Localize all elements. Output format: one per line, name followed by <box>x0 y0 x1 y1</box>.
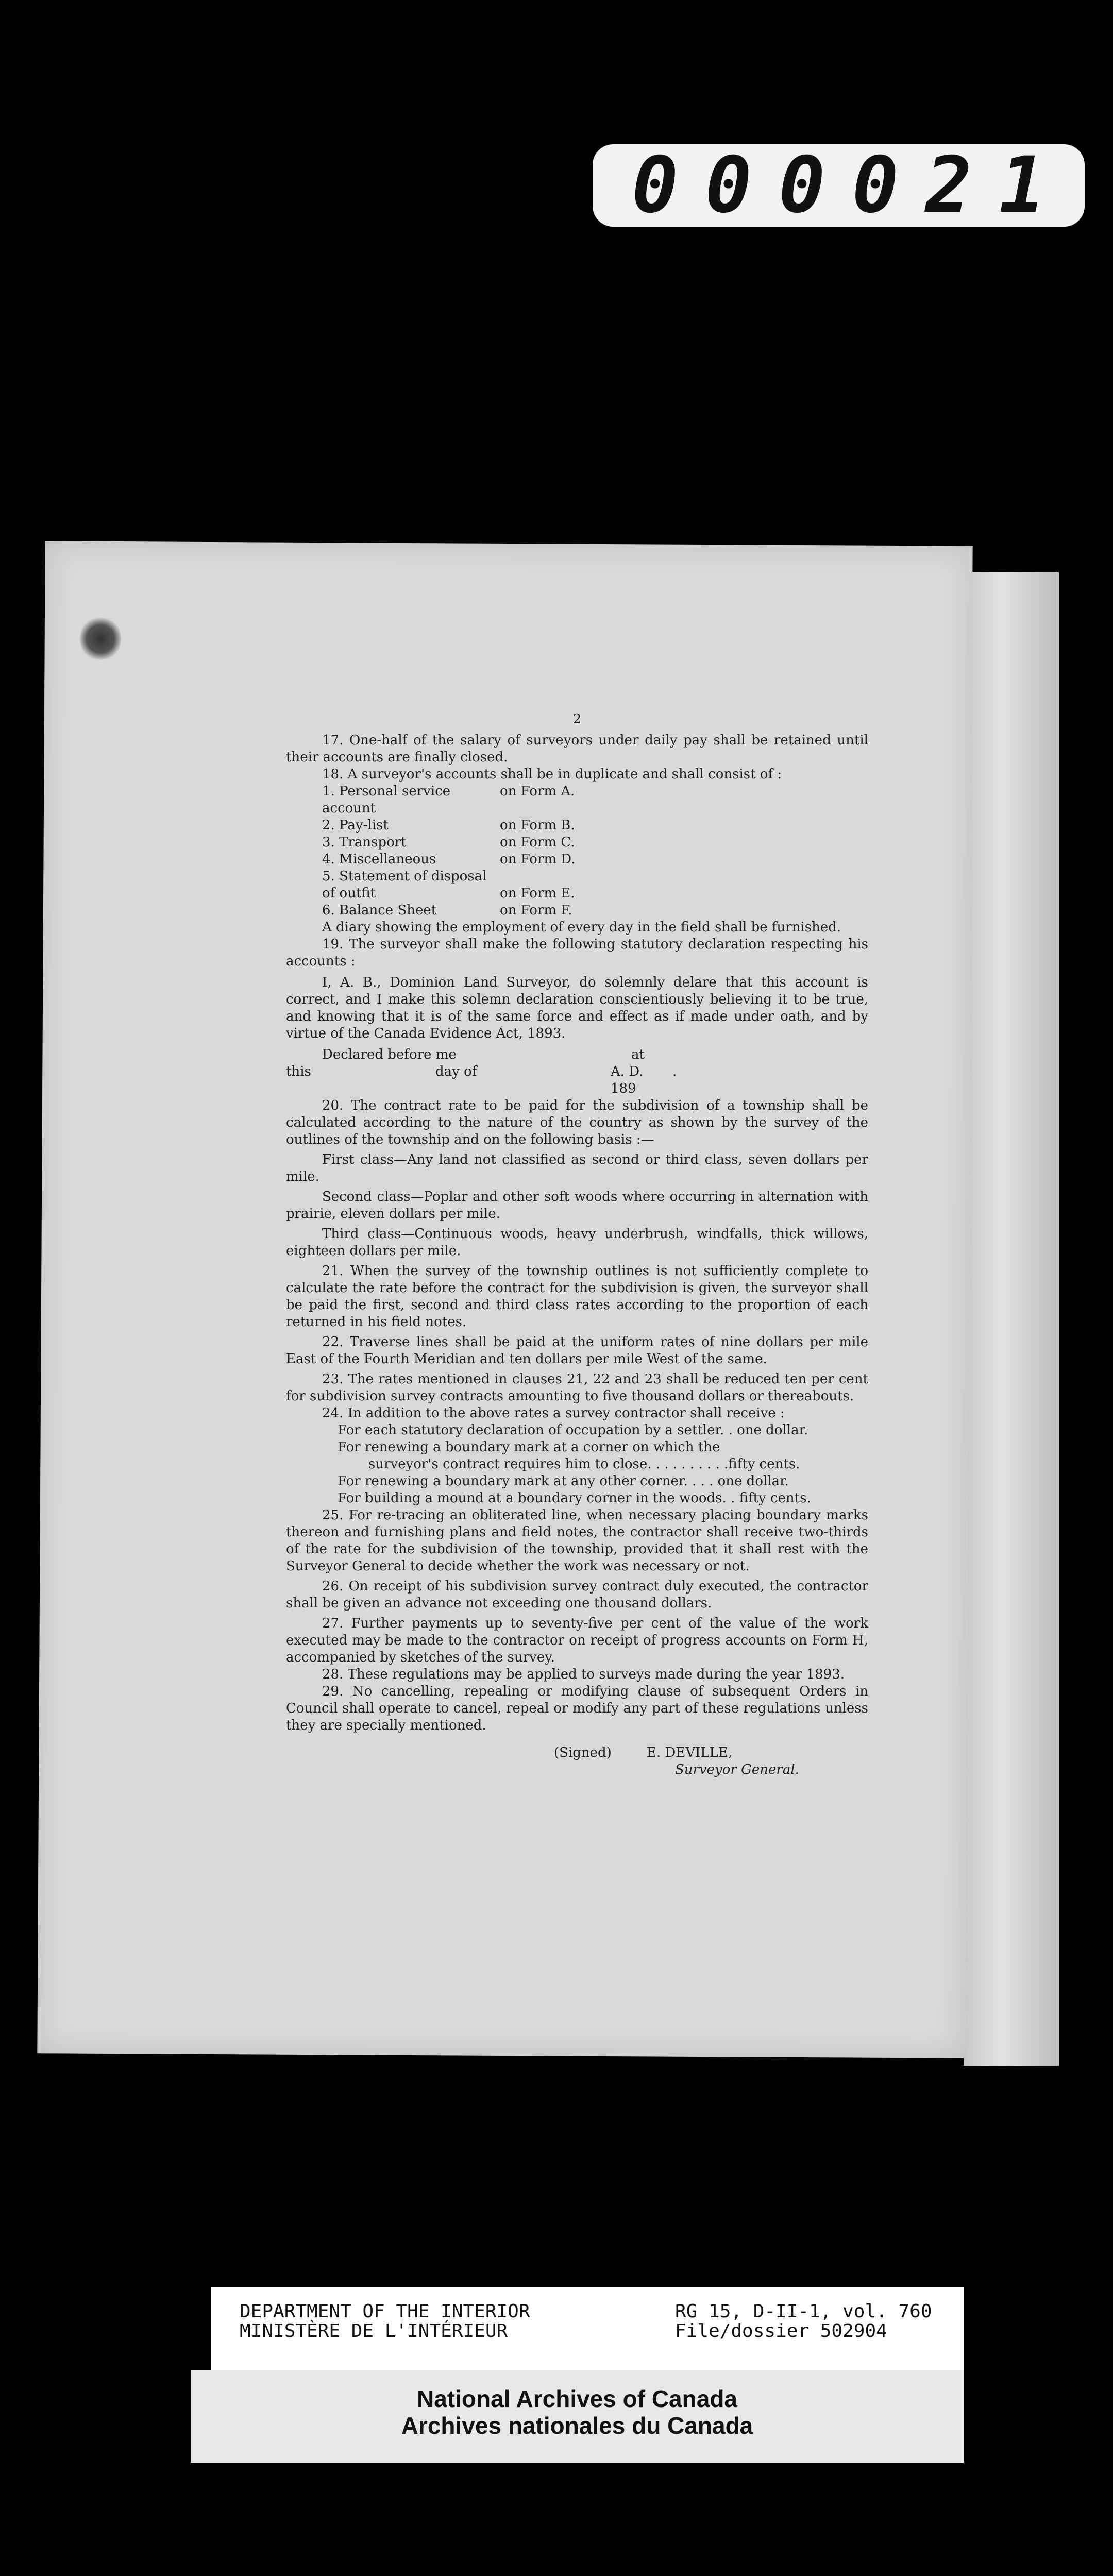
reference-block <box>675 2302 932 2341</box>
form-ref: on Form F. <box>500 903 572 918</box>
second-class: Second class—Poplar and other soft woods where occurring in alternation with prairie, eleven dollars per mile. <box>286 1189 868 1222</box>
department-fr: MINISTÈRE DE L'INTÉRIEUR <box>240 2320 508 2342</box>
declared-before: Declared before me <box>322 1047 457 1062</box>
rate-item: For each statutory declaration of occupation by a settler. . one dollar. <box>338 1422 808 1438</box>
date-ad: A. D. 189 <box>611 1064 644 1096</box>
list-item <box>322 902 868 919</box>
date-this: this <box>286 1064 311 1079</box>
page-number: 2 <box>572 711 582 727</box>
clause-18: 18. A surveyor's accounts shall be in duplicate and shall consist of : <box>322 767 782 782</box>
department-block <box>240 2302 530 2341</box>
form-ref: on Form B. <box>500 818 575 833</box>
clause-19: 19. The surveyor shall make the following statutory declaration respecting his accounts : <box>286 937 868 969</box>
first-class: First class—Any land not classified as second or third class, seven dollars per mile. <box>286 1152 868 1184</box>
form-ref: on Form A. <box>500 784 575 799</box>
clause-22: 22. Traverse lines shall be paid at the uniform rates of nine dollars per mile East of the Fourth Meridian and ten dollars per mile West of the same. <box>286 1334 868 1367</box>
clause-17: 17. One-half of the salary of surveyors under daily pay shall be retained until their accounts are finally closed. <box>286 733 868 765</box>
clause-28: 28. These regulations may be applied to surveys made during the year 1893. <box>322 1667 845 1682</box>
frame-digit: 0 <box>632 141 679 230</box>
archives-fr: Archives nationales du Canada <box>401 2412 753 2439</box>
form-item: 3. Transport <box>322 835 407 850</box>
form-item: 1. Personal service account <box>322 784 451 816</box>
list-item <box>322 834 868 851</box>
form-item: 4. Miscellaneous <box>322 852 436 867</box>
list-item <box>322 868 868 902</box>
forms-list <box>322 783 868 919</box>
clause-26: 26. On receipt of his subdivision survey contract duly executed, the contractor shall be given an advance not exceeding one thousand dollars. <box>286 1579 868 1611</box>
list-item <box>322 817 868 834</box>
clause-21: 21. When the survey of the township outlines is not sufficiently complete to calculate the rate before the contract for the subdivision is given, the surveyor shall be paid the first, second and third class rates according to the proportion of each returned in his field notes. <box>286 1263 868 1330</box>
clause-24: 24. In addition to the above rates a survey contractor shall receive : <box>322 1405 785 1421</box>
form-ref: on Form D. <box>500 852 576 867</box>
rate-item: For renewing a boundary mark at a corner on which the <box>338 1439 720 1455</box>
frame-number <box>593 141 1085 230</box>
archives-banner <box>191 2370 964 2463</box>
clause-27: 27. Further payments up to seventy-five per cent of the value of the work executed may be made to the contractor on receipt of progress accounts on Form H, accompanied by sketches of the survey. <box>286 1616 868 1665</box>
page-edge <box>964 572 1059 2066</box>
form-ref: on Form C. <box>500 835 575 850</box>
file-number: File/dossier 502904 <box>675 2320 887 2342</box>
declaration: I, A. B., Dominion Land Surveyor, do solemnly delare that this account is correct, and I make this solemn declaration conscientiously believing it to be true, and knowing that it is of the same force and effect as if made under oath, and by virtue of the Canada Evidence Act, 1893. <box>286 975 868 1041</box>
ink-stain <box>80 616 121 662</box>
clause-23: 23. The rates mentioned in clauses 21, 22 and 23 shall be reduced ten per cent for subdivision survey contracts amounting to five thousand dollars or thereabouts. <box>286 1371 868 1404</box>
clause-20: 20. The contract rate to be paid for the subdivision of a township shall be calculated according to the nature of the country as shown by the survey of the outlines of the township and on the following basis :— <box>286 1098 868 1147</box>
archive-caption <box>211 2287 964 2370</box>
list-item <box>322 783 868 817</box>
declared-line <box>322 1046 868 1063</box>
rate-item: For building a mound at a boundary corner in the woods. . fifty cents. <box>338 1490 811 1506</box>
form-item: 6. Balance Sheet <box>322 903 437 918</box>
third-class: Third class—Continuous woods, heavy underbrush, windfalls, thick willows, eighteen dollars per mile. <box>286 1226 868 1259</box>
rate-item-cont: surveyor's contract requires him to close. . . . . . . . . .fifty cents. <box>368 1456 800 1472</box>
list-item <box>322 851 868 868</box>
regulations-text <box>286 711 868 1778</box>
archives-en: National Archives of Canada <box>416 2385 737 2412</box>
date-day-of: day of <box>435 1064 477 1079</box>
form-item: 2. Pay-list <box>322 818 389 833</box>
signatory-name: E. DEVILLE, <box>647 1745 733 1760</box>
frame-digit: 0 <box>779 141 825 230</box>
frame-digit: 1 <box>999 141 1045 230</box>
declared-at: at <box>631 1047 645 1062</box>
clause-25: 25. For re-tracing an obliterated line, when necessary placing boundary marks thereon and furnishing plans and field notes, the contractor shall receive two-thirds of the rate for the subdivision of the township, provided that it shall rest with the Surveyor General to decide whether the work was necessary or not. <box>286 1507 868 1574</box>
frame-digit: 0 <box>852 141 899 230</box>
signed-label: (Signed) <box>554 1745 612 1760</box>
frame-digit: 0 <box>705 141 752 230</box>
additional-rates <box>338 1422 868 1507</box>
signature-line <box>554 1744 868 1761</box>
frame-digit: 2 <box>925 141 972 230</box>
form-item: 5. Statement of disposal of outfit <box>322 869 487 901</box>
form-ref: on Form E. <box>500 886 575 901</box>
date-period: . <box>672 1064 677 1079</box>
record-group: RG 15, D-II-1, vol. 760 <box>675 2301 932 2322</box>
date-line <box>286 1063 868 1097</box>
clause-29: 29. No cancelling, repealing or modifying clause of subsequent Orders in Council shall operate to cancel, repeal or modify any part of these regulations unless they are specially mentioned. <box>286 1684 868 1733</box>
diary-note: A diary showing the employment of every day in the field shall be furnished. <box>322 920 841 935</box>
signatory-title: Surveyor General. <box>675 1762 799 1777</box>
rate-item: For renewing a boundary mark at any other corner. . . . one dollar. <box>338 1473 789 1489</box>
department-en: DEPARTMENT OF THE INTERIOR <box>240 2301 530 2322</box>
